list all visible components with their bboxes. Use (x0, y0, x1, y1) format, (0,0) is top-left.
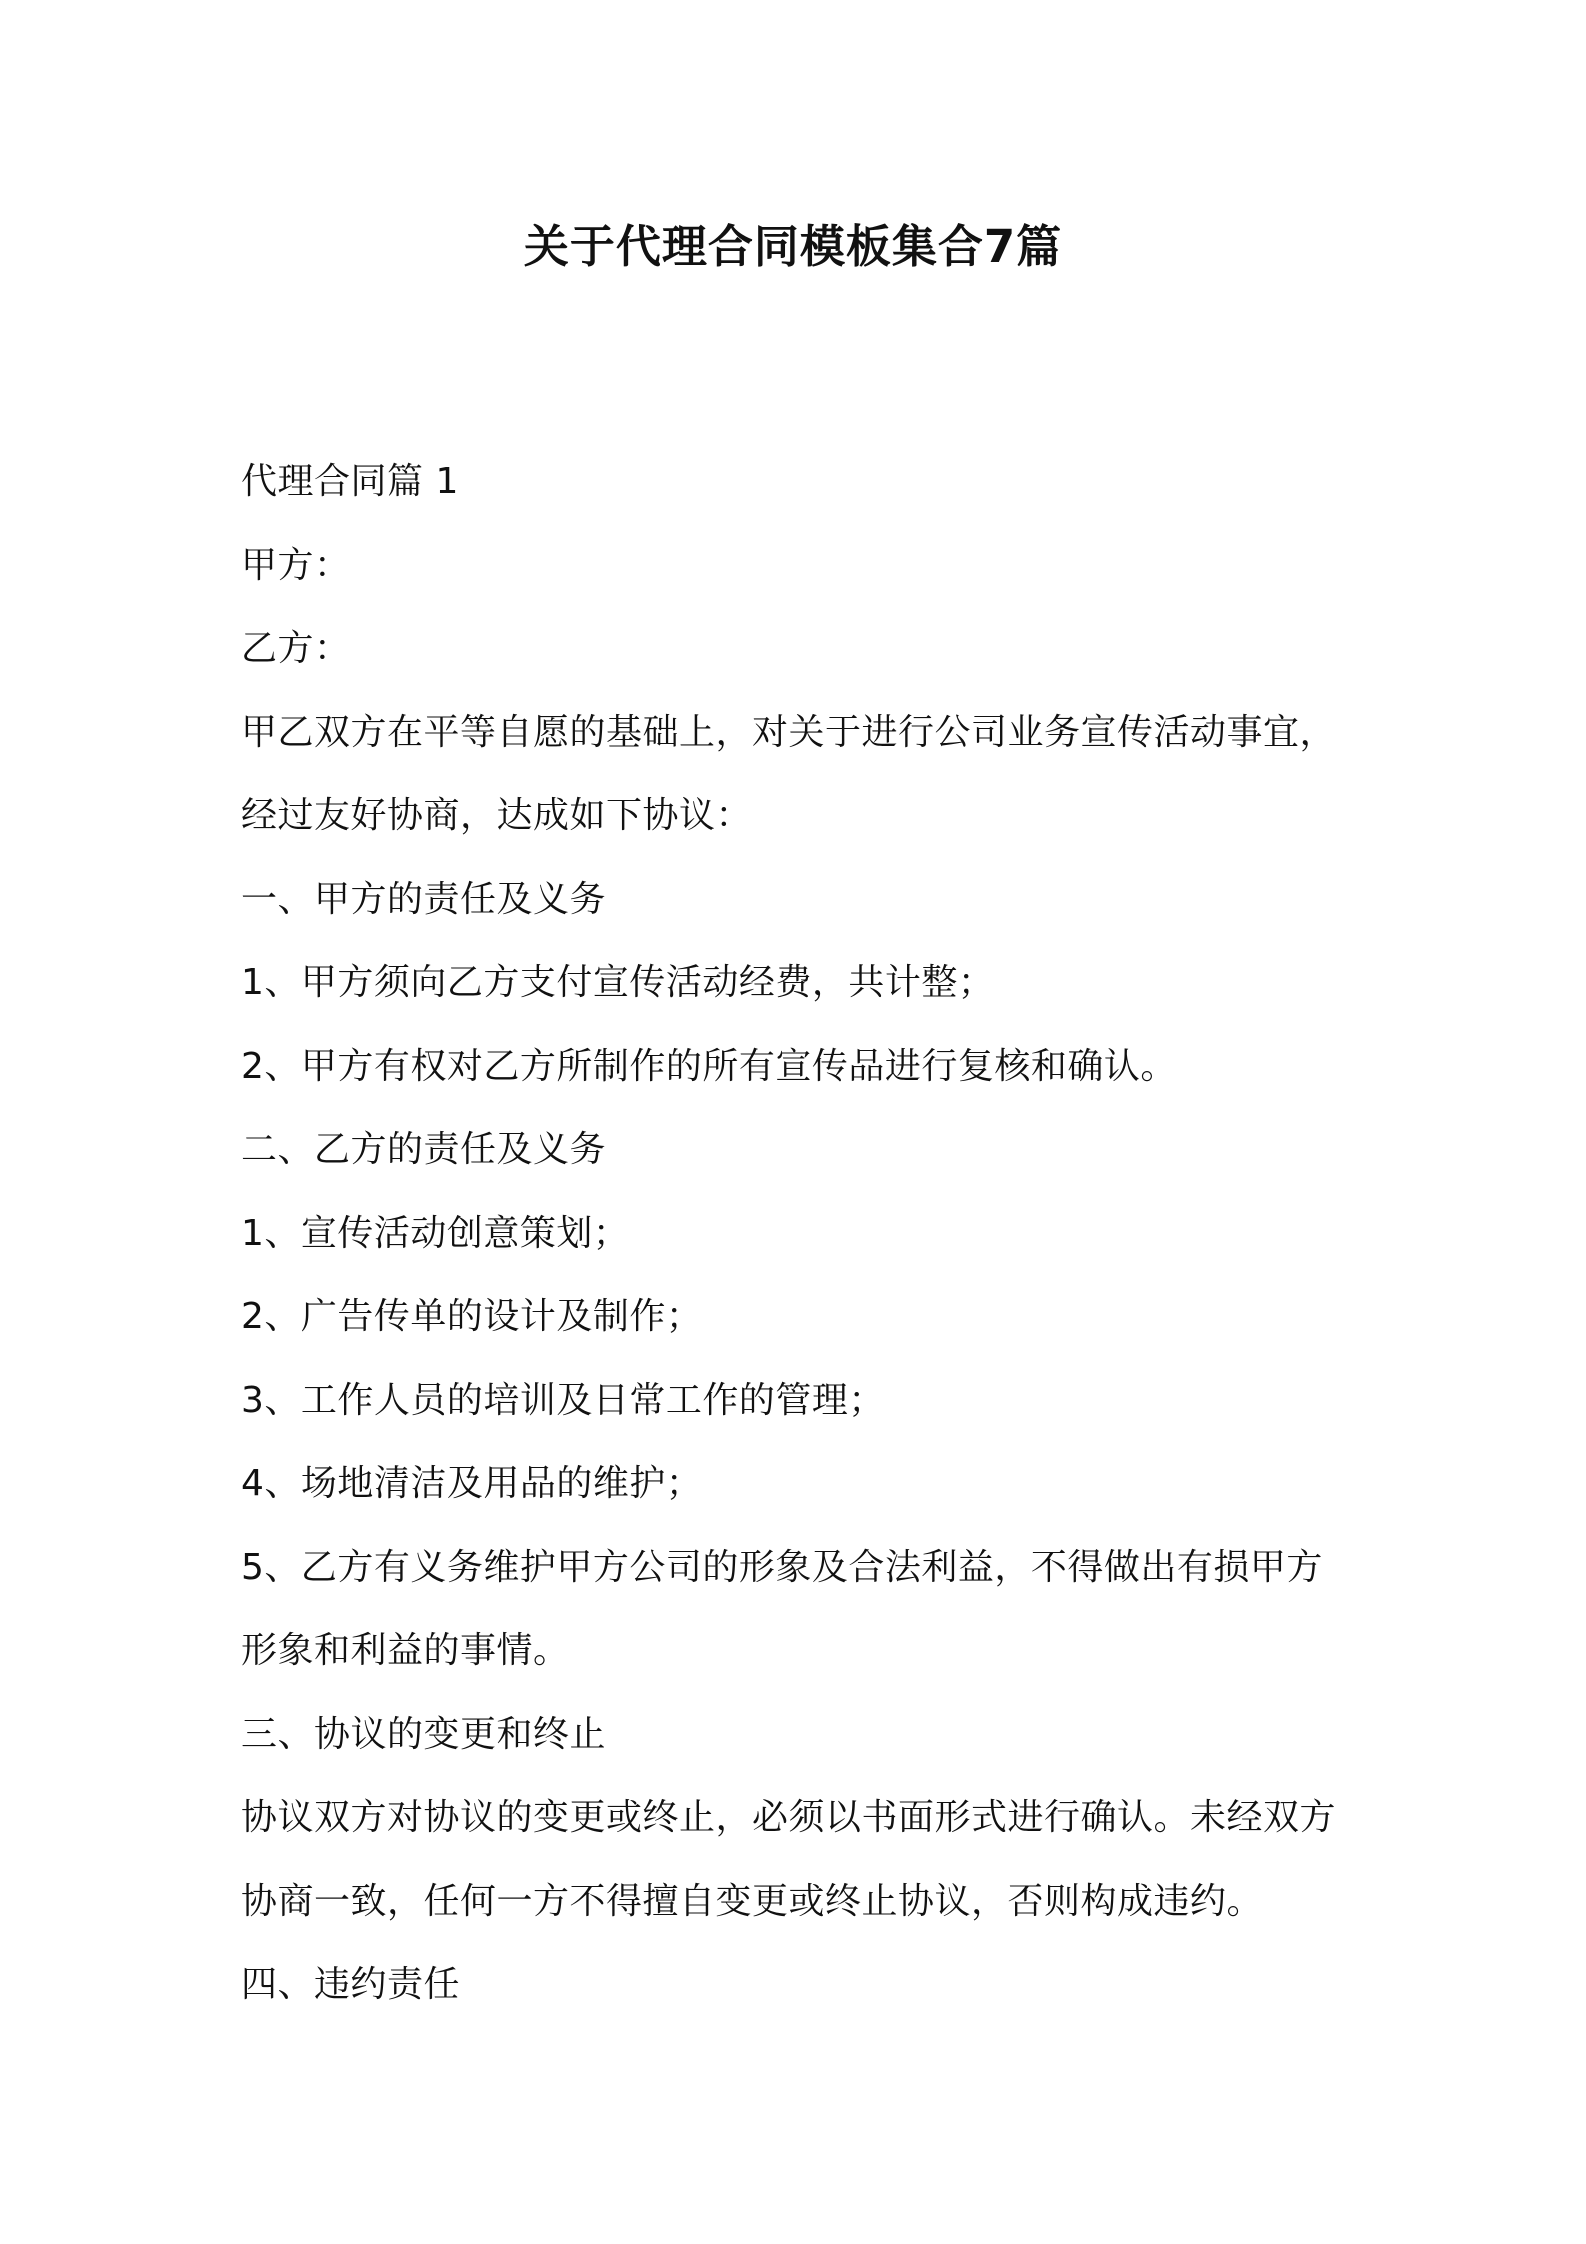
paragraph-line: 协议双方对协议的变更或终止，必须以书面形式进行确认。未经双方 (241, 1797, 1337, 1838)
clause-item-continued: 形象和利益的事情。 (241, 1630, 570, 1671)
clause-item: 4、场地清洁及用品的维护； (241, 1463, 703, 1504)
section-heading: 代理合同篇 1 (241, 461, 459, 502)
clause-heading: 二、乙方的责任及义务 (241, 1129, 607, 1170)
clause-item: 2、广告传单的设计及制作； (241, 1296, 703, 1337)
clause-item: 3、工作人员的培训及日常工作的管理； (241, 1379, 885, 1421)
document-body (241, 440, 1361, 2027)
paragraph-line: 甲乙双方在平等自愿的基础上，对关于进行公司业务宣传活动事宜， (241, 711, 1337, 753)
clause-item: 1、宣传活动创意策划； (241, 1212, 630, 1254)
clause-item: 2、甲方有权对乙方所制作的所有宣传品进行复核和确认。 (241, 1045, 1177, 1087)
clause-item: 1、甲方须向乙方支付宣传活动经费，共计整； (241, 962, 995, 1003)
paragraph-line: 经过友好协商，达成如下协议： (241, 795, 753, 836)
clause-heading: 三、协议的变更和终止 (241, 1713, 607, 1755)
document-title: 关于代理合同模板集合7篇 (523, 220, 1063, 273)
clause-heading: 四、违约责任 (241, 1964, 461, 2005)
clause-heading: 一、甲方的责任及义务 (241, 878, 607, 920)
party-a-line: 甲方： (241, 544, 351, 586)
clause-item: 5、乙方有义务维护甲方公司的形象及合法利益，不得做出有损甲方 (241, 1546, 1323, 1588)
paragraph-line: 协商一致，任何一方不得擅自变更或终止协议，否则构成违约。 (241, 1880, 1264, 1922)
party-b-line: 乙方： (241, 628, 351, 669)
